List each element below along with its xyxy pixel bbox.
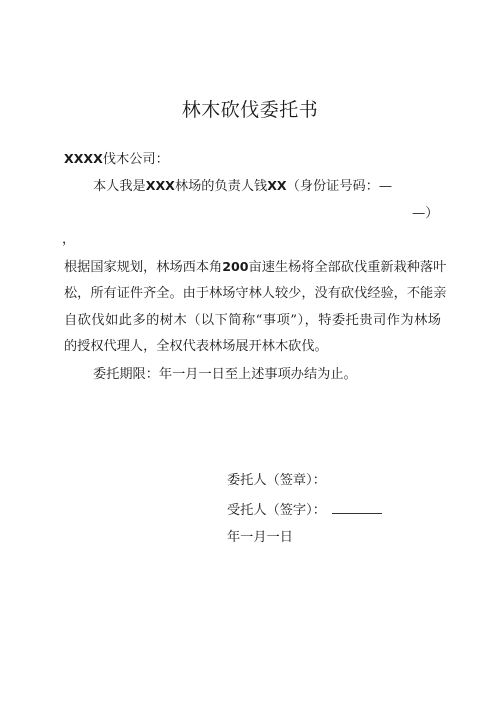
agent-signature-blank[interactable] — [332, 501, 382, 514]
p1-text-c: 林场的负责人钱 — [174, 179, 268, 194]
paragraph-1-line-2: —） — [412, 206, 439, 221]
document-title: 林木砍伐委托书 — [181, 99, 319, 121]
paragraph-3: 委托期限：年一月一日至上述事项办结为止。 — [93, 367, 357, 382]
p1-farm-code: XXX — [145, 178, 175, 193]
recipient-company-code: XXXX — [64, 151, 103, 166]
paragraph-1-comma: ， — [62, 232, 76, 247]
paragraph-2-line-4: 的授权代理人，全权代表林场展开林木砍伐。 — [64, 339, 328, 354]
paragraph-2-line-3: 自砍伐如此多的树木（以下简称“事项”），特委托贵司作为林场 — [64, 313, 441, 328]
paragraph-1-line-1 — [93, 177, 392, 196]
p1-person-code: XX — [267, 178, 287, 193]
p1-text-a: 本人我是 — [93, 179, 146, 194]
agent-signature-label: 受托人（签字）： — [227, 503, 326, 518]
principal-signature-line: 委托人（签章）： — [227, 473, 326, 488]
agent-signature-line — [227, 501, 382, 520]
p2-text-a: 根据国家规划，林场西本角 — [64, 260, 223, 275]
paragraph-2-line-2: 松，所有证件齐全。由于林场守林人较少，没有砍伐经验，不能亲 — [64, 286, 447, 301]
recipient-company-name: 伐木公司： — [102, 152, 169, 167]
p2-area-value: 200 — [222, 259, 249, 274]
paragraph-2-line-1 — [64, 258, 447, 277]
p2-text-c: 亩速生杨将全部砍伐重新栽种落叶 — [248, 260, 447, 275]
p1-text-e: （身份证号码：— — [286, 179, 393, 194]
signature-date: 年一月一日 — [227, 530, 293, 545]
recipient-line — [64, 150, 169, 169]
